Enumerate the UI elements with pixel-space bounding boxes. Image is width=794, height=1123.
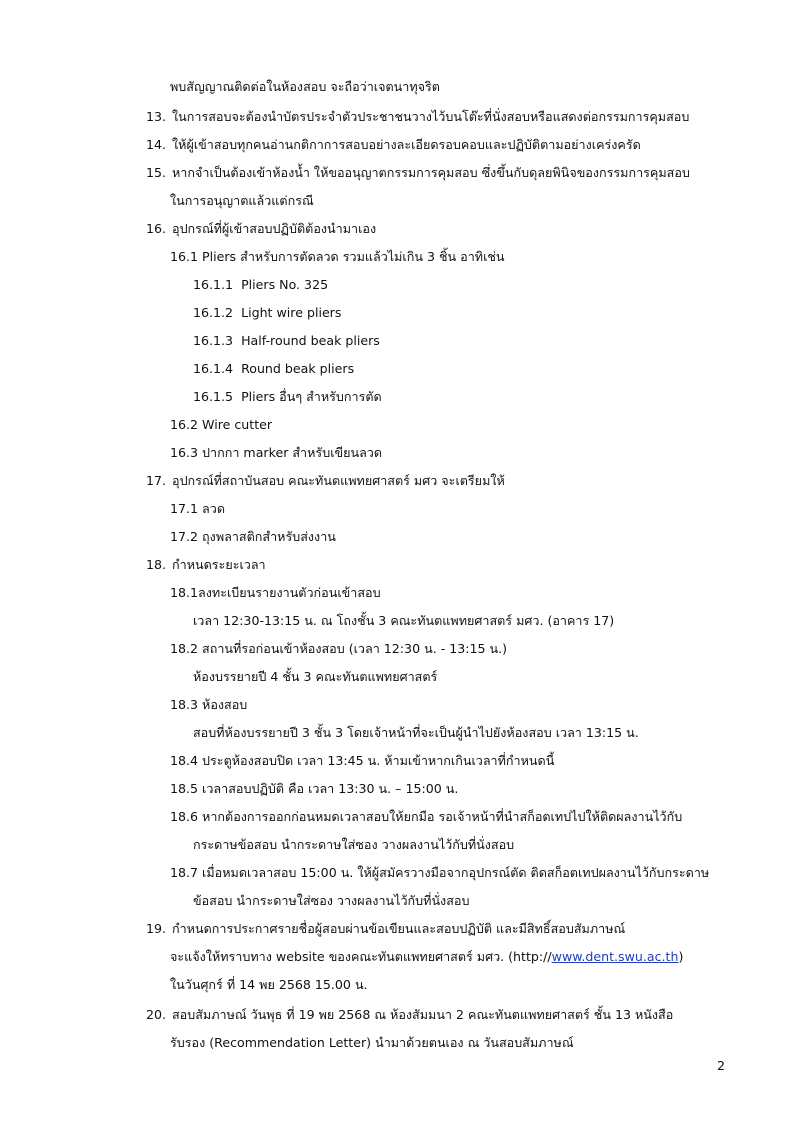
line-text: Round beak pliers: [241, 361, 355, 376]
sub-item-16-1-1: [193, 276, 328, 294]
line-text: 16.1 Pliers สำหรับการตัดลวด รวมแล้วไม่เกิน 3 ชิ้น อาทิเช่น: [170, 249, 505, 264]
paragraph-line: [170, 192, 314, 210]
sub-item-16-3: [170, 444, 382, 462]
list-item-15: [146, 164, 690, 182]
paragraph-line: [193, 836, 514, 854]
item-number: 15.: [146, 165, 167, 180]
sub-item-16-1: [170, 248, 505, 266]
line-text: หากจำเป็นต้องเข้าห้องน้ำ ให้ขออนุญาตกรรมการคุมสอบ ซึ่งขึ้นกับดุลยพินิจของกรรมการคุมสอบ: [172, 165, 690, 180]
line-text: รับรอง (Recommendation Letter) นำมาด้วยตนเอง ณ วันสอบสัมภาษณ์: [170, 1035, 574, 1050]
item-number: 19.: [146, 921, 167, 936]
list-item-17: [146, 472, 505, 490]
line-text: ในวันศุกร์ ที่ 14 พย 2568 15.00 น.: [170, 977, 368, 992]
item-number: 13.: [146, 109, 167, 124]
sub-item-18-1: [170, 584, 381, 602]
line-text: สอบสัมภาษณ์ วันพุธ ที่ 19 พย 2568 ณ ห้องสัมมนา 2 คณะทันตแพทยศาสตร์ ชั้น 13 หนังสือ: [172, 1007, 674, 1022]
sub-item-16-1-4: [193, 360, 354, 378]
line-text: ในการสอบจะต้องนำบัตรประจำตัวประชาชนวางไว้บนโต๊ะที่นั่งสอบหรือแสดงต่อกรรมการคุมสอบ: [172, 109, 690, 124]
sub-item-18-5: [170, 780, 458, 798]
item-number: 16.1.3: [193, 333, 234, 348]
sub-item-16-1-3: [193, 332, 380, 350]
line-text: 18.1ลงทะเบียนรายงานตัวก่อนเข้าสอบ: [170, 585, 381, 600]
sub-item-16-1-2: [193, 304, 341, 322]
line-text: พบสัญญาณติดต่อในห้องสอบ จะถือว่าเจตนาทุจริต: [170, 79, 440, 94]
line-text: 18.3 ห้องสอบ: [170, 697, 248, 712]
paragraph-line: [193, 612, 614, 630]
item-number: 16.1.4: [193, 361, 234, 376]
sub-item-16-2: [170, 416, 272, 434]
line-text: 16.2 Wire cutter: [170, 417, 273, 432]
line-text: ข้อสอบ นำกระดาษใส่ซอง วางผลงานไว้กับที่นั่งสอบ: [193, 893, 470, 908]
line-text: อุปกรณ์ที่สถาบันสอบ คณะทันตแพทยศาสตร์ มศว จะเตรียมให้: [172, 473, 505, 488]
list-item-18: [146, 556, 266, 574]
paragraph-line: [193, 892, 469, 910]
line-text: ): [678, 949, 684, 964]
item-number: 17.: [146, 473, 167, 488]
line-text: กำหนดการประกาศรายชื่อผู้สอบผ่านข้อเขียนและสอบปฏิบัติ และมีสิทธิ์สอบสัมภาษณ์: [172, 921, 626, 936]
line-text: 18.2 สถานที่รอก่อนเข้าห้องสอบ (เวลา 12:30 น. - 13:15 น.): [170, 641, 508, 656]
line-text: Pliers No. 325: [241, 277, 329, 292]
line-text: Light wire pliers: [241, 305, 342, 320]
line-text: 18.4 ประตูห้องสอบปิด เวลา 13:45 น. ห้ามเข้าหากเกินเวลาที่กำหนดนี้: [170, 753, 555, 768]
line-text: จะแจ้งให้ทราบทาง website ของคณะทันตแพทยศาสตร์ มศว. (http://: [170, 949, 552, 964]
line-text: Pliers อื่นๆ สำหรับการตัด: [241, 389, 382, 404]
line-text: ในการอนุญาตแล้วแต่กรณี: [170, 193, 314, 208]
line-text: ห้องบรรยายปี 4 ชั้น 3 คณะทันตแพทยศาสตร์: [193, 669, 438, 684]
line-text: Half-round beak pliers: [241, 333, 380, 348]
sub-item-16-1-5: [193, 388, 382, 406]
line-text: 18.7 เมื่อหมดเวลาสอบ 15:00 น. ให้ผู้สมัครวางมือจากอุปกรณ์ตัด ติดสก็อตเทปผลงานไว้กับกระดาษ: [170, 865, 710, 880]
list-item-19: [146, 920, 625, 938]
page-number: 2: [717, 1058, 726, 1073]
line-text: กำหนดระยะเวลา: [172, 557, 266, 572]
paragraph-line: [193, 668, 437, 686]
item-number: 16.1.5: [193, 389, 234, 404]
paragraph-line: [170, 78, 440, 96]
line-text: อุปกรณ์ที่ผู้เข้าสอบปฏิบัติต้องนำมาเอง: [172, 221, 377, 236]
item-number: 16.1.1: [193, 277, 234, 292]
list-item-16: [146, 220, 376, 238]
paragraph-line: [170, 1034, 574, 1052]
paragraph-line: [193, 724, 639, 742]
line-text: สอบที่ห้องบรรยายปี 3 ชั้น 3 โดยเจ้าหน้าที่จะเป็นผู้นำไปยังห้องสอบ เวลา 13:15 น.: [193, 725, 639, 740]
paragraph-line: [170, 948, 683, 966]
item-number: 18.: [146, 557, 167, 572]
list-item-14: [146, 136, 641, 154]
sub-item-18-6: [170, 808, 682, 826]
sub-item-18-3: [170, 696, 247, 714]
line-text: ให้ผู้เข้าสอบทุกคนอ่านกติกาการสอบอย่างละเอียดรอบคอบและปฏิบัติตามอย่างเคร่งครัด: [172, 137, 641, 152]
line-text: 17.2 ถุงพลาสติกสำหรับส่งงาน: [170, 529, 336, 544]
website-link[interactable]: www.dent.swu.ac.th: [551, 949, 679, 964]
sub-item-17-1: [170, 500, 225, 518]
list-item-20: [146, 1006, 673, 1024]
line-text: กระดาษข้อสอบ นำกระดาษใส่ซอง วางผลงานไว้กับที่นั่งสอบ: [193, 837, 515, 852]
line-text: 18.5 เวลาสอบปฏิบัติ คือ เวลา 13:30 น. – 15:00 น.: [170, 781, 459, 796]
sub-item-18-2: [170, 640, 507, 658]
line-text: 18.6 หากต้องการออกก่อนหมดเวลาสอบให้ยกมือ รอเจ้าหน้าที่นำสก็อตเทปไปให้ติดผลงานไว้กับ: [170, 809, 683, 824]
paragraph-line: [170, 976, 368, 994]
item-number: 14.: [146, 137, 167, 152]
line-text: 16.3 ปากกา marker สำหรับเขียนลวด: [170, 445, 383, 460]
line-text: 17.1 ลวด: [170, 501, 226, 516]
item-number: 20.: [146, 1007, 167, 1022]
sub-item-18-7: [170, 864, 709, 882]
item-number: 16.1.2: [193, 305, 234, 320]
line-text: เวลา 12:30-13:15 น. ณ โถงชั้น 3 คณะทันตแพทยศาสตร์ มศว. (อาคาร 17): [193, 613, 615, 628]
sub-item-17-2: [170, 528, 336, 546]
list-item-13: [146, 108, 689, 126]
sub-item-18-4: [170, 752, 554, 770]
item-number: 16.: [146, 221, 167, 236]
